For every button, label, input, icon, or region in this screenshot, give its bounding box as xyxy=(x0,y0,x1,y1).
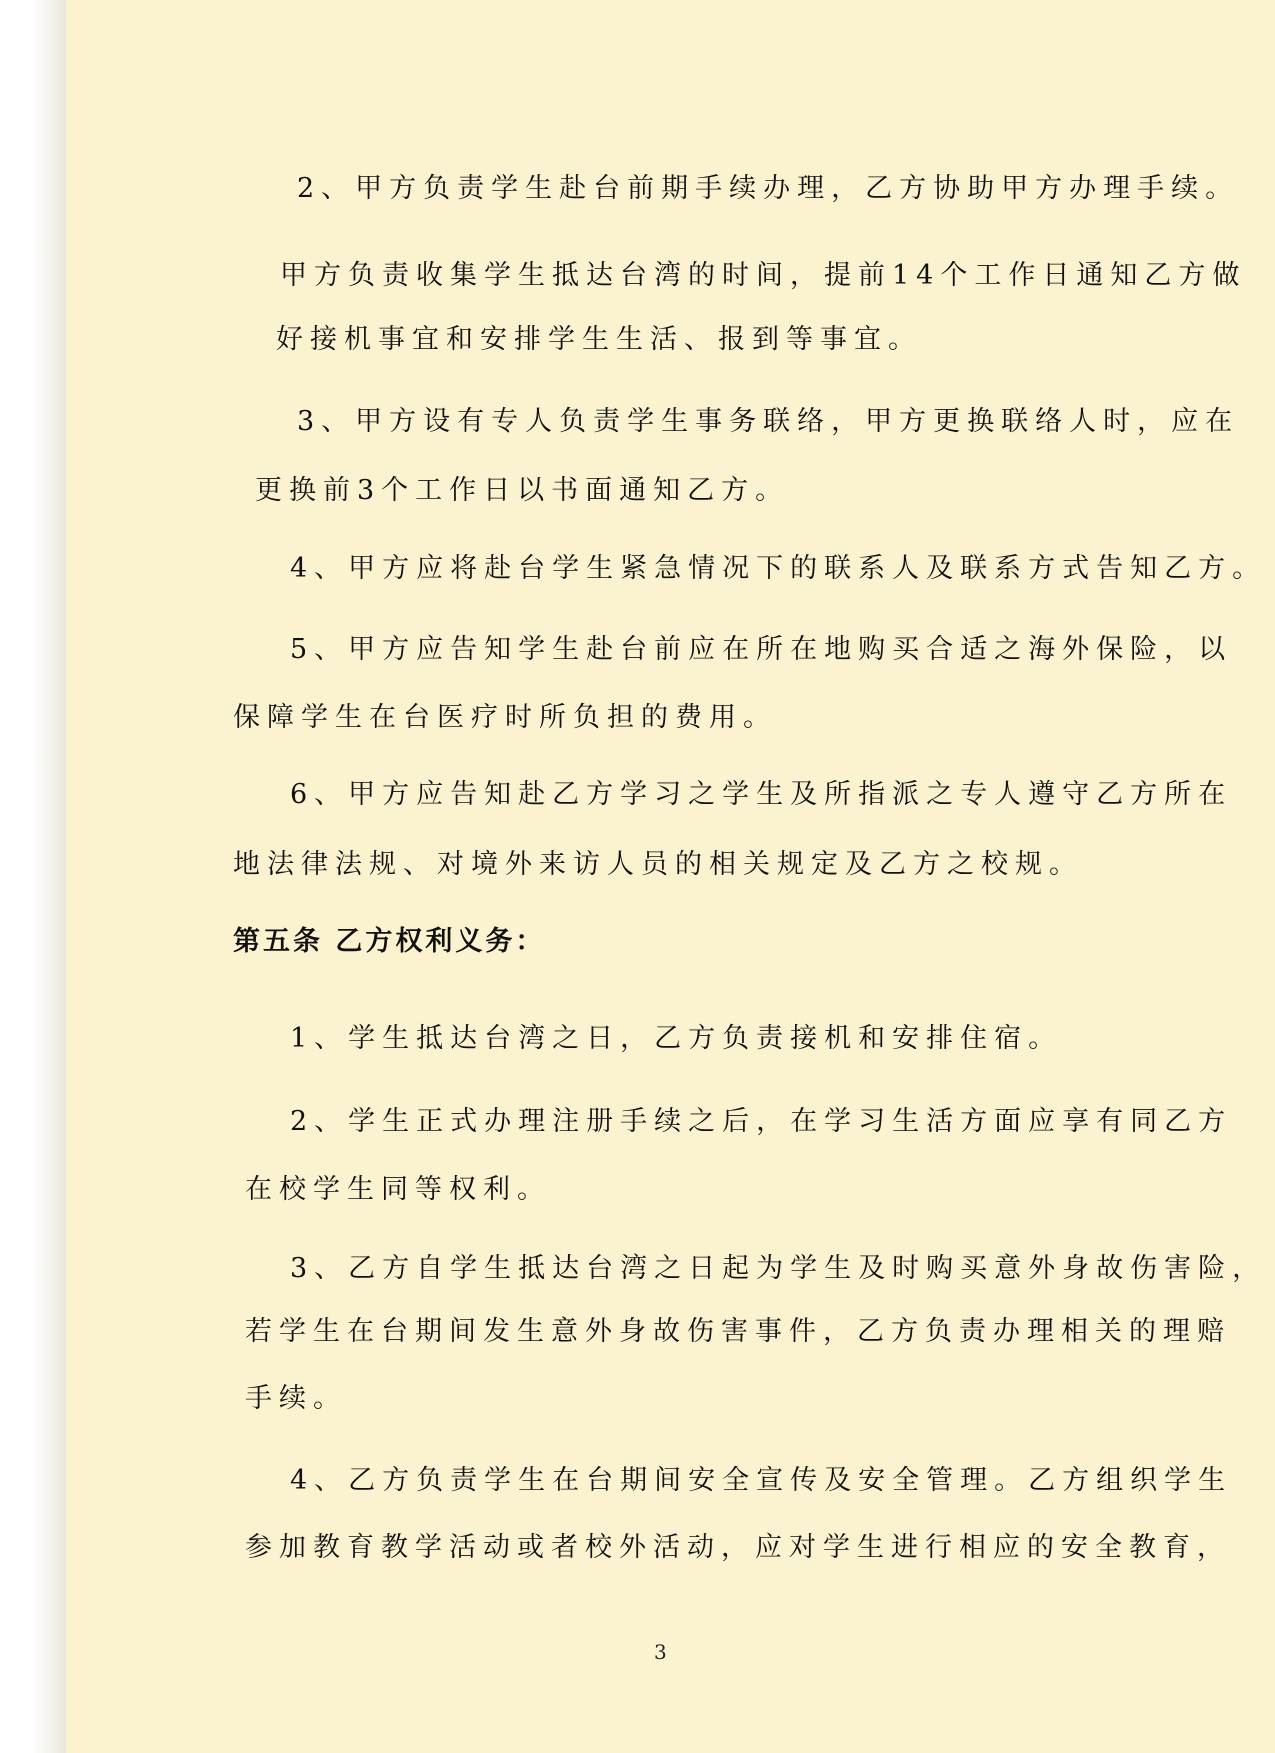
paragraph-line-12: 1、学生抵达台湾之日，乙方负责接机和安排住宿。 xyxy=(290,1023,1063,1054)
paragraph-line-6: 4、甲方应将赴台学生紧急情况下的联系人及联系方式告知乙方。 xyxy=(290,553,1267,584)
section-heading: 第五条 乙方权利义务： xyxy=(233,926,546,957)
paragraph-line-14: 在校学生同等权利。 xyxy=(245,1174,551,1205)
paragraph-line-8: 保障学生在台医疗时所负担的费用。 xyxy=(233,702,777,733)
paragraph-line-4: 3、甲方设有专人负责学生事务联络，甲方更换联络人时，应在 xyxy=(297,406,1240,437)
page-number: 3 xyxy=(654,1640,667,1664)
paragraph-line-2: 甲方负责收集学生抵达台湾的时间，提前14个工作日通知乙方做 xyxy=(280,260,1247,291)
paragraph-line-9: 6、甲方应告知赴乙方学习之学生及所指派之专人遵守乙方所在 xyxy=(290,779,1233,810)
paragraph-line-19: 参加教育教学活动或者校外活动，应对学生进行相应的安全教育， xyxy=(245,1532,1231,1563)
paragraph-line-7: 5、甲方应告知学生赴台前应在所在地购买合适之海外保险，以 xyxy=(290,634,1233,665)
paragraph-line-15: 3、乙方自学生抵达台湾之日起为学生及时购买意外身故伤害险， xyxy=(290,1253,1267,1284)
paragraph-line-1: 2、甲方负责学生赴台前期手续办理，乙方协助甲方办理手续。 xyxy=(297,173,1240,204)
scan-edge-shadow xyxy=(32,0,66,1753)
paragraph-line-17: 手续。 xyxy=(245,1383,347,1414)
paragraph-line-3: 好接机事宜和安排学生生活、报到等事宜。 xyxy=(276,324,922,355)
paragraph-line-13: 2、学生正式办理注册手续之后，在学习生活方面应享有同乙方 xyxy=(290,1106,1233,1137)
paragraph-line-5: 更换前3个工作日以书面通知乙方。 xyxy=(255,475,790,506)
paragraph-line-16: 若学生在台期间发生意外身故伤害事件，乙方负责办理相关的理赔 xyxy=(245,1316,1231,1347)
paragraph-line-18: 4、乙方负责学生在台期间安全宣传及安全管理。乙方组织学生 xyxy=(290,1465,1233,1496)
paragraph-line-10: 地法律法规、对境外来访人员的相关规定及乙方之校规。 xyxy=(233,849,1083,880)
